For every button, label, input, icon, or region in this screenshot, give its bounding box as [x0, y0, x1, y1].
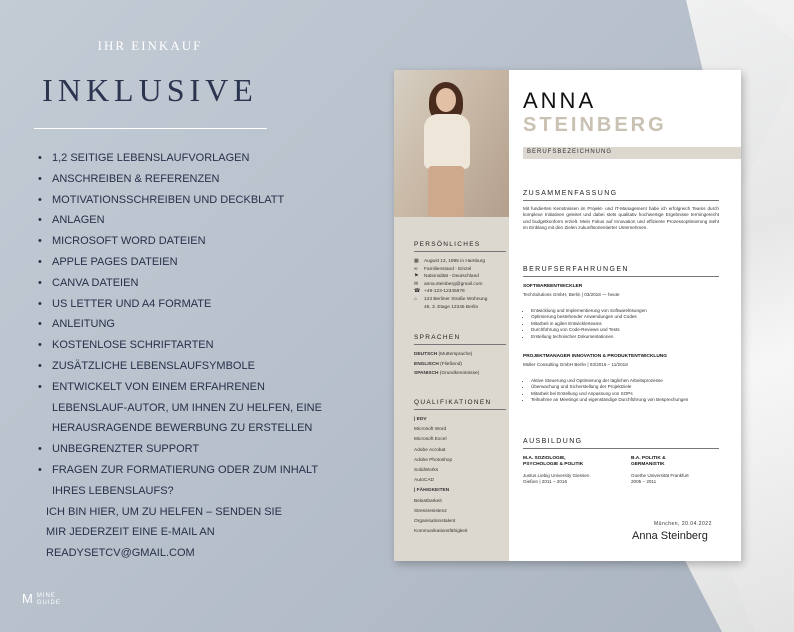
- job-task: • Entwicklung und Implementierung von Softwarelösungen: [531, 308, 719, 314]
- feature-text: LEBENSLAUF-AUTOR, UM IHNEN ZU HELFEN, EINE: [52, 401, 322, 414]
- feature-item: [38, 439, 368, 460]
- personal-item: [414, 266, 509, 274]
- mail-icon: ✉: [414, 280, 419, 287]
- job-task: • Teilnahme an Meetings und eigenständige Durchführung von Besprechungen: [531, 397, 719, 403]
- education-heading: AUSBILDUNG: [523, 438, 583, 445]
- degree-line-1: B.A. POLITIK &: [631, 456, 666, 461]
- education-divider: [523, 448, 719, 449]
- soft-skill-item: Belastbarkeit: [414, 498, 442, 504]
- feature-text: ANSCHREIBEN & REFERENZEN: [52, 172, 220, 185]
- feature-text: APPLE PAGES DATEIEN: [52, 255, 178, 268]
- job-role: PROJEKTMANAGER INNOVATION & PRODUKTENTWICKLUNG: [523, 354, 667, 359]
- feature-text: ENTWICKELT VON EINEM ERFAHRENEN: [52, 380, 265, 393]
- language-name: DEUTSCH: [414, 352, 438, 357]
- feature-text: ZUSÄTZLICHE LEBENSLAUFSYMBOLE: [52, 359, 255, 372]
- edv-item: Microsoft Word: [414, 427, 447, 433]
- skills-heading: QUALIFIKATIONEN: [414, 399, 492, 406]
- feature-text: CANVA DATEIEN: [52, 276, 139, 289]
- feature-text: ANLEITUNG: [52, 318, 115, 331]
- skills-divider: [414, 409, 506, 410]
- school-name: Goethe Universität Frankfurt: [631, 472, 689, 478]
- bullet-dot: •: [38, 193, 42, 206]
- bullet-dot: •: [38, 443, 42, 456]
- profile-photo: [394, 70, 509, 217]
- edv-heading: | EDV: [414, 417, 427, 422]
- language-level: (Grundkenntnisse): [439, 371, 480, 376]
- bullet-dot: •: [38, 380, 42, 393]
- languages-heading: SPRACHEN: [414, 334, 461, 341]
- feature-item: [38, 335, 368, 356]
- header-big: INKLUSIVE: [42, 72, 258, 108]
- language-item: [414, 360, 509, 370]
- brand-logo: [22, 591, 61, 607]
- job-title: BERUFSBEZEICHNUNG: [527, 149, 613, 155]
- feature-text: US LETTER UND A4 FORMATE: [52, 297, 212, 310]
- feature-text: MICROSOFT WORD DATEIEN: [52, 235, 206, 248]
- personal-text: August 13, 1995 in Hamburg: [424, 259, 486, 264]
- contact-line: [38, 522, 368, 543]
- soft-skill-item: Organisationstalent: [414, 519, 456, 525]
- language-name: ENGLISCH: [414, 361, 439, 367]
- school-years: 2005 – 2011: [631, 479, 657, 485]
- bullet-dot: •: [38, 255, 42, 268]
- feature-item: [38, 169, 368, 190]
- feature-list: [38, 148, 368, 564]
- signature: Anna Steinberg: [632, 530, 708, 542]
- personal-item: [414, 273, 509, 281]
- bullet-dot: •: [38, 463, 42, 476]
- bullet-dot: •: [38, 235, 42, 248]
- contact-text: MIR JEDERZEIT EINE E-MAIL AN: [46, 526, 215, 539]
- summary-divider: [523, 200, 719, 201]
- resume-main: [509, 70, 741, 561]
- header-small: IHR EINKAUF: [97, 38, 203, 53]
- rings-icon: ∞: [414, 265, 418, 272]
- calendar-icon: ▦: [414, 258, 419, 264]
- language-level: (Fließend): [440, 361, 462, 367]
- contact-line: [38, 543, 368, 564]
- feature-item: [38, 481, 368, 502]
- feature-item: [38, 356, 368, 377]
- soft-skills-heading: | FÄHIGKEITEN: [414, 488, 450, 494]
- languages-divider: [414, 344, 506, 345]
- phone-icon: ☎: [414, 288, 421, 295]
- feature-item: [38, 252, 368, 273]
- feature-item: [38, 398, 368, 419]
- resume-preview: [394, 70, 741, 561]
- degree-line-2: PSYCHOLOGIE & POLITIK: [523, 462, 584, 468]
- personal-text: anna.steinberg@gmail.com: [424, 281, 483, 287]
- personal-text: 45, 3. Etage 12345 Berlin: [424, 304, 479, 310]
- feature-text: 1,2 SEITIGE LEBENSLAUFVORLAGEN: [52, 152, 250, 164]
- personal-item: [414, 258, 509, 266]
- edv-item: Adobe Acrobat: [414, 447, 446, 453]
- feature-item: [38, 231, 368, 252]
- personal-text: 123 Berliner Straße Wohnung: [424, 296, 488, 302]
- feature-text: FRAGEN ZUR FORMATIERUNG ODER ZUM INHALT: [52, 463, 319, 476]
- date-line: München, 20.04.2022: [654, 521, 712, 527]
- job-task-list: [523, 308, 719, 340]
- feature-text: KOSTENLOSE SCHRIFTARTEN: [52, 339, 214, 352]
- personal-item: [414, 288, 509, 296]
- bullet-dot: •: [38, 214, 42, 227]
- feature-item: [38, 190, 368, 211]
- feature-text: HERAUSRAGENDE BEWERBUNG ZU ERSTELLEN: [52, 422, 313, 435]
- logo-text-2: GUIDE: [36, 599, 61, 606]
- contact-text: ICH BIN HIER, UM ZU HELFEN – SENDEN SIE: [46, 505, 282, 518]
- edv-item: SolidWorks: [414, 468, 439, 474]
- bullet-dot: •: [38, 276, 42, 289]
- job-company: TechSolutions GmbH, Berlin | 03/2018 — heute: [523, 292, 620, 297]
- feature-text: IHRES LEBENSLAUFS?: [52, 484, 174, 497]
- job-role: SOFTWAREENTWICKLER: [523, 284, 583, 289]
- language-item: [414, 369, 509, 379]
- skills-list: [414, 415, 509, 537]
- personal-list: [414, 258, 509, 311]
- location-icon: ⌂: [414, 295, 418, 302]
- feature-text: UNBEGRENZTER SUPPORT: [52, 443, 200, 456]
- bullet-dot: •: [38, 339, 42, 352]
- degree-line-2: GERMANISTIK: [631, 462, 665, 468]
- feature-item: [38, 148, 368, 169]
- summary-text: Mit fundierten Kenntnissen im Projekt- und IT-Management habe ich erfolgreich Teams durch komplexe Initiativen geleitet und dabei stets qualitativ hochwertige Ergebnisse termingerecht und budgetkonform erzielt. Mein Fokus auf Innovation und effiziente Prozessoptimierung steht im Einklang mit den Zielen zukunftsorientierter Unternehmen.: [523, 206, 719, 231]
- last-name: STEINBERG: [523, 114, 667, 136]
- edv-item: Adobe Photoshop: [414, 457, 453, 463]
- bullet-dot: •: [38, 152, 42, 164]
- job-task: • Mitarbeit bei Erstellung und Anpassung von SOPs: [531, 391, 719, 397]
- job-task: • Durchführung von Code-Reviews und Tests: [531, 327, 719, 333]
- feature-item: [38, 294, 368, 315]
- school-years: Gießen | 2011 – 2016: [523, 479, 568, 485]
- logo-text-1: MINE: [36, 592, 56, 599]
- feature-item: [38, 314, 368, 335]
- experience-divider: [523, 276, 719, 277]
- header-divider: [34, 128, 267, 129]
- school-name: Justus Liebig University Giessen: [523, 472, 590, 478]
- job-task: • Aktive Steuerung und Optimierung der täglichen Arbeitsprozesse: [531, 378, 719, 384]
- bullet-dot: •: [38, 359, 42, 372]
- resume-sidebar: [394, 70, 509, 561]
- job-task-list: [523, 378, 719, 404]
- first-name: ANNA: [523, 88, 597, 113]
- summary-heading: ZUSAMMENFASSUNG: [523, 190, 618, 197]
- personal-heading: PERSÖNLICHES: [414, 241, 481, 248]
- contact-line: [38, 502, 368, 523]
- languages-list: [414, 350, 509, 379]
- bullet-dot: •: [38, 318, 42, 331]
- feature-item: [38, 460, 368, 481]
- personal-item: [414, 296, 509, 304]
- feature-text: ANLAGEN: [52, 214, 105, 227]
- soft-skill-item: Stressresistenz: [414, 508, 447, 514]
- language-level: (Muttersprache): [438, 352, 473, 357]
- feature-item: [38, 377, 368, 398]
- education-item: [523, 456, 623, 486]
- edv-item: AutoCAD: [414, 478, 434, 484]
- flag-icon: ⚑: [414, 273, 419, 280]
- feature-text: MOTIVATIONSSCHREIBEN UND DECKBLATT: [52, 193, 285, 206]
- job-task: • Optimierung bestehender Anwendungen und Codes: [531, 314, 719, 320]
- personal-text: Familienstand - Einzel: [424, 266, 472, 272]
- personal-item: [414, 281, 509, 289]
- feature-item: [38, 273, 368, 294]
- degree-line-1: M.A. SOZIOLOGIE,: [523, 456, 566, 461]
- experience-heading: BERUFSERFAHRUNGEN: [523, 266, 629, 273]
- job-task: • Überwachung und Sicherstellung der Projektziele: [531, 384, 719, 390]
- education-item: [631, 456, 731, 486]
- feature-item: [38, 418, 368, 439]
- feature-item: [38, 210, 368, 231]
- language-item: [414, 350, 509, 360]
- soft-skill-item: Kommunikationsfähigkeit: [414, 529, 468, 535]
- personal-divider: [414, 251, 506, 252]
- job-task: • Mitarbeit in agilen Entwicklerteams: [531, 321, 719, 327]
- bullet-dot: •: [38, 297, 42, 310]
- job-title-bar: [523, 147, 741, 159]
- edv-item: Microsoft Excel: [414, 437, 447, 443]
- personal-item: [414, 304, 509, 312]
- personal-text: +49-123-12345678: [424, 289, 465, 295]
- contact-text: READYSETCV@GMAIL.COM: [46, 547, 195, 560]
- bullet-dot: •: [38, 172, 42, 185]
- language-name: SPANISCH: [414, 371, 439, 376]
- logo-mark: M: [22, 591, 33, 606]
- personal-text: Nationalität - Deutschland: [424, 274, 479, 280]
- job-task: • Erstellung technischer Dokumentationen: [531, 334, 719, 340]
- job-company: Müller Consulting GmbH Berlin | 03/2016 – 11/2018: [523, 362, 628, 367]
